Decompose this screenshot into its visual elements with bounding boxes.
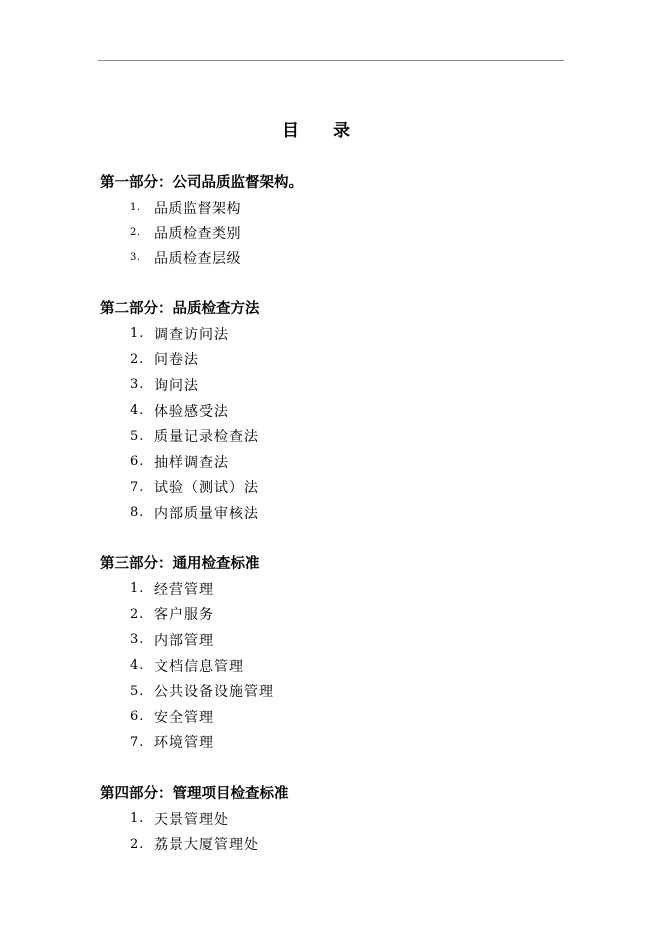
item-label: 调查访问法 — [154, 326, 229, 343]
item-number: 6. — [130, 454, 145, 470]
item-label: 公共设备设施管理 — [154, 684, 274, 701]
toc-item — [100, 372, 600, 398]
item-label: 品质检查层级 — [154, 250, 241, 267]
item-number: 2. — [130, 351, 145, 367]
item-number: 7. — [130, 734, 145, 750]
item-label: 问卷法 — [154, 352, 199, 369]
toc-item — [100, 449, 600, 475]
toc-item — [100, 398, 600, 424]
item-number: 4. — [130, 658, 145, 674]
toc-item — [100, 653, 600, 679]
item-label: 质量记录检查法 — [154, 429, 259, 446]
toc-item — [100, 832, 600, 858]
item-label: 客户服务 — [154, 607, 214, 624]
toc-item — [100, 220, 600, 245]
item-number: 1. — [130, 581, 145, 597]
item-number: 8. — [130, 505, 145, 521]
toc-item — [100, 576, 600, 602]
item-label: 经营管理 — [154, 581, 214, 598]
header-rule — [98, 60, 564, 61]
item-number: 3. — [130, 252, 141, 263]
toc-item — [100, 678, 600, 704]
item-number: 2. — [130, 227, 141, 238]
item-label: 试验（测试）法 — [154, 480, 259, 497]
toc-section-1 — [100, 170, 600, 270]
toc-item — [100, 423, 600, 449]
item-number: 7. — [130, 479, 145, 495]
item-label: 品质监督架构 — [154, 200, 241, 217]
item-number: 2. — [130, 836, 145, 852]
toc-item — [100, 627, 600, 653]
item-label: 天景管理处 — [154, 811, 229, 828]
item-number: 5. — [130, 428, 145, 444]
toc-item — [100, 704, 600, 730]
item-number: 1. — [130, 811, 145, 827]
section-heading: 第一部分：公司品质监督架构。 — [100, 174, 303, 191]
item-label: 文档信息管理 — [154, 658, 244, 675]
toc-title: 目 录 — [282, 121, 364, 141]
toc-section-3 — [100, 551, 600, 755]
toc-item — [100, 475, 600, 501]
item-number: 4. — [130, 403, 145, 419]
item-label: 体验感受法 — [154, 403, 229, 420]
item-label: 内部质量审核法 — [154, 505, 259, 522]
item-number: 1. — [130, 326, 145, 342]
toc-item — [100, 245, 600, 270]
toc-item — [100, 347, 600, 373]
toc-item — [100, 806, 600, 832]
toc-item — [100, 730, 600, 756]
section-heading: 第三部分：通用检查标准 — [100, 555, 260, 572]
item-number: 3. — [130, 377, 145, 393]
item-label: 内部管理 — [154, 632, 214, 649]
toc-section-2 — [100, 296, 600, 526]
section-heading: 第二部分：品质检查方法 — [100, 300, 260, 317]
section-heading: 第四部分：管理项目检查标准 — [100, 785, 289, 802]
item-label: 环境管理 — [154, 735, 214, 752]
item-number: 5. — [130, 683, 145, 699]
item-number: 2. — [130, 606, 145, 622]
toc-item — [100, 321, 600, 347]
item-number: 6. — [130, 709, 145, 725]
toc-item — [100, 500, 600, 526]
item-label: 询问法 — [154, 377, 199, 394]
item-label: 安全管理 — [154, 709, 214, 726]
item-label: 荔景大厦管理处 — [154, 837, 259, 854]
toc-section-4 — [100, 781, 600, 857]
item-number: 1. — [130, 202, 141, 213]
item-number: 3. — [130, 632, 145, 648]
item-label: 抽样调查法 — [154, 454, 229, 471]
toc-item — [100, 195, 600, 220]
toc-item — [100, 602, 600, 628]
item-label: 品质检查类别 — [154, 225, 241, 242]
